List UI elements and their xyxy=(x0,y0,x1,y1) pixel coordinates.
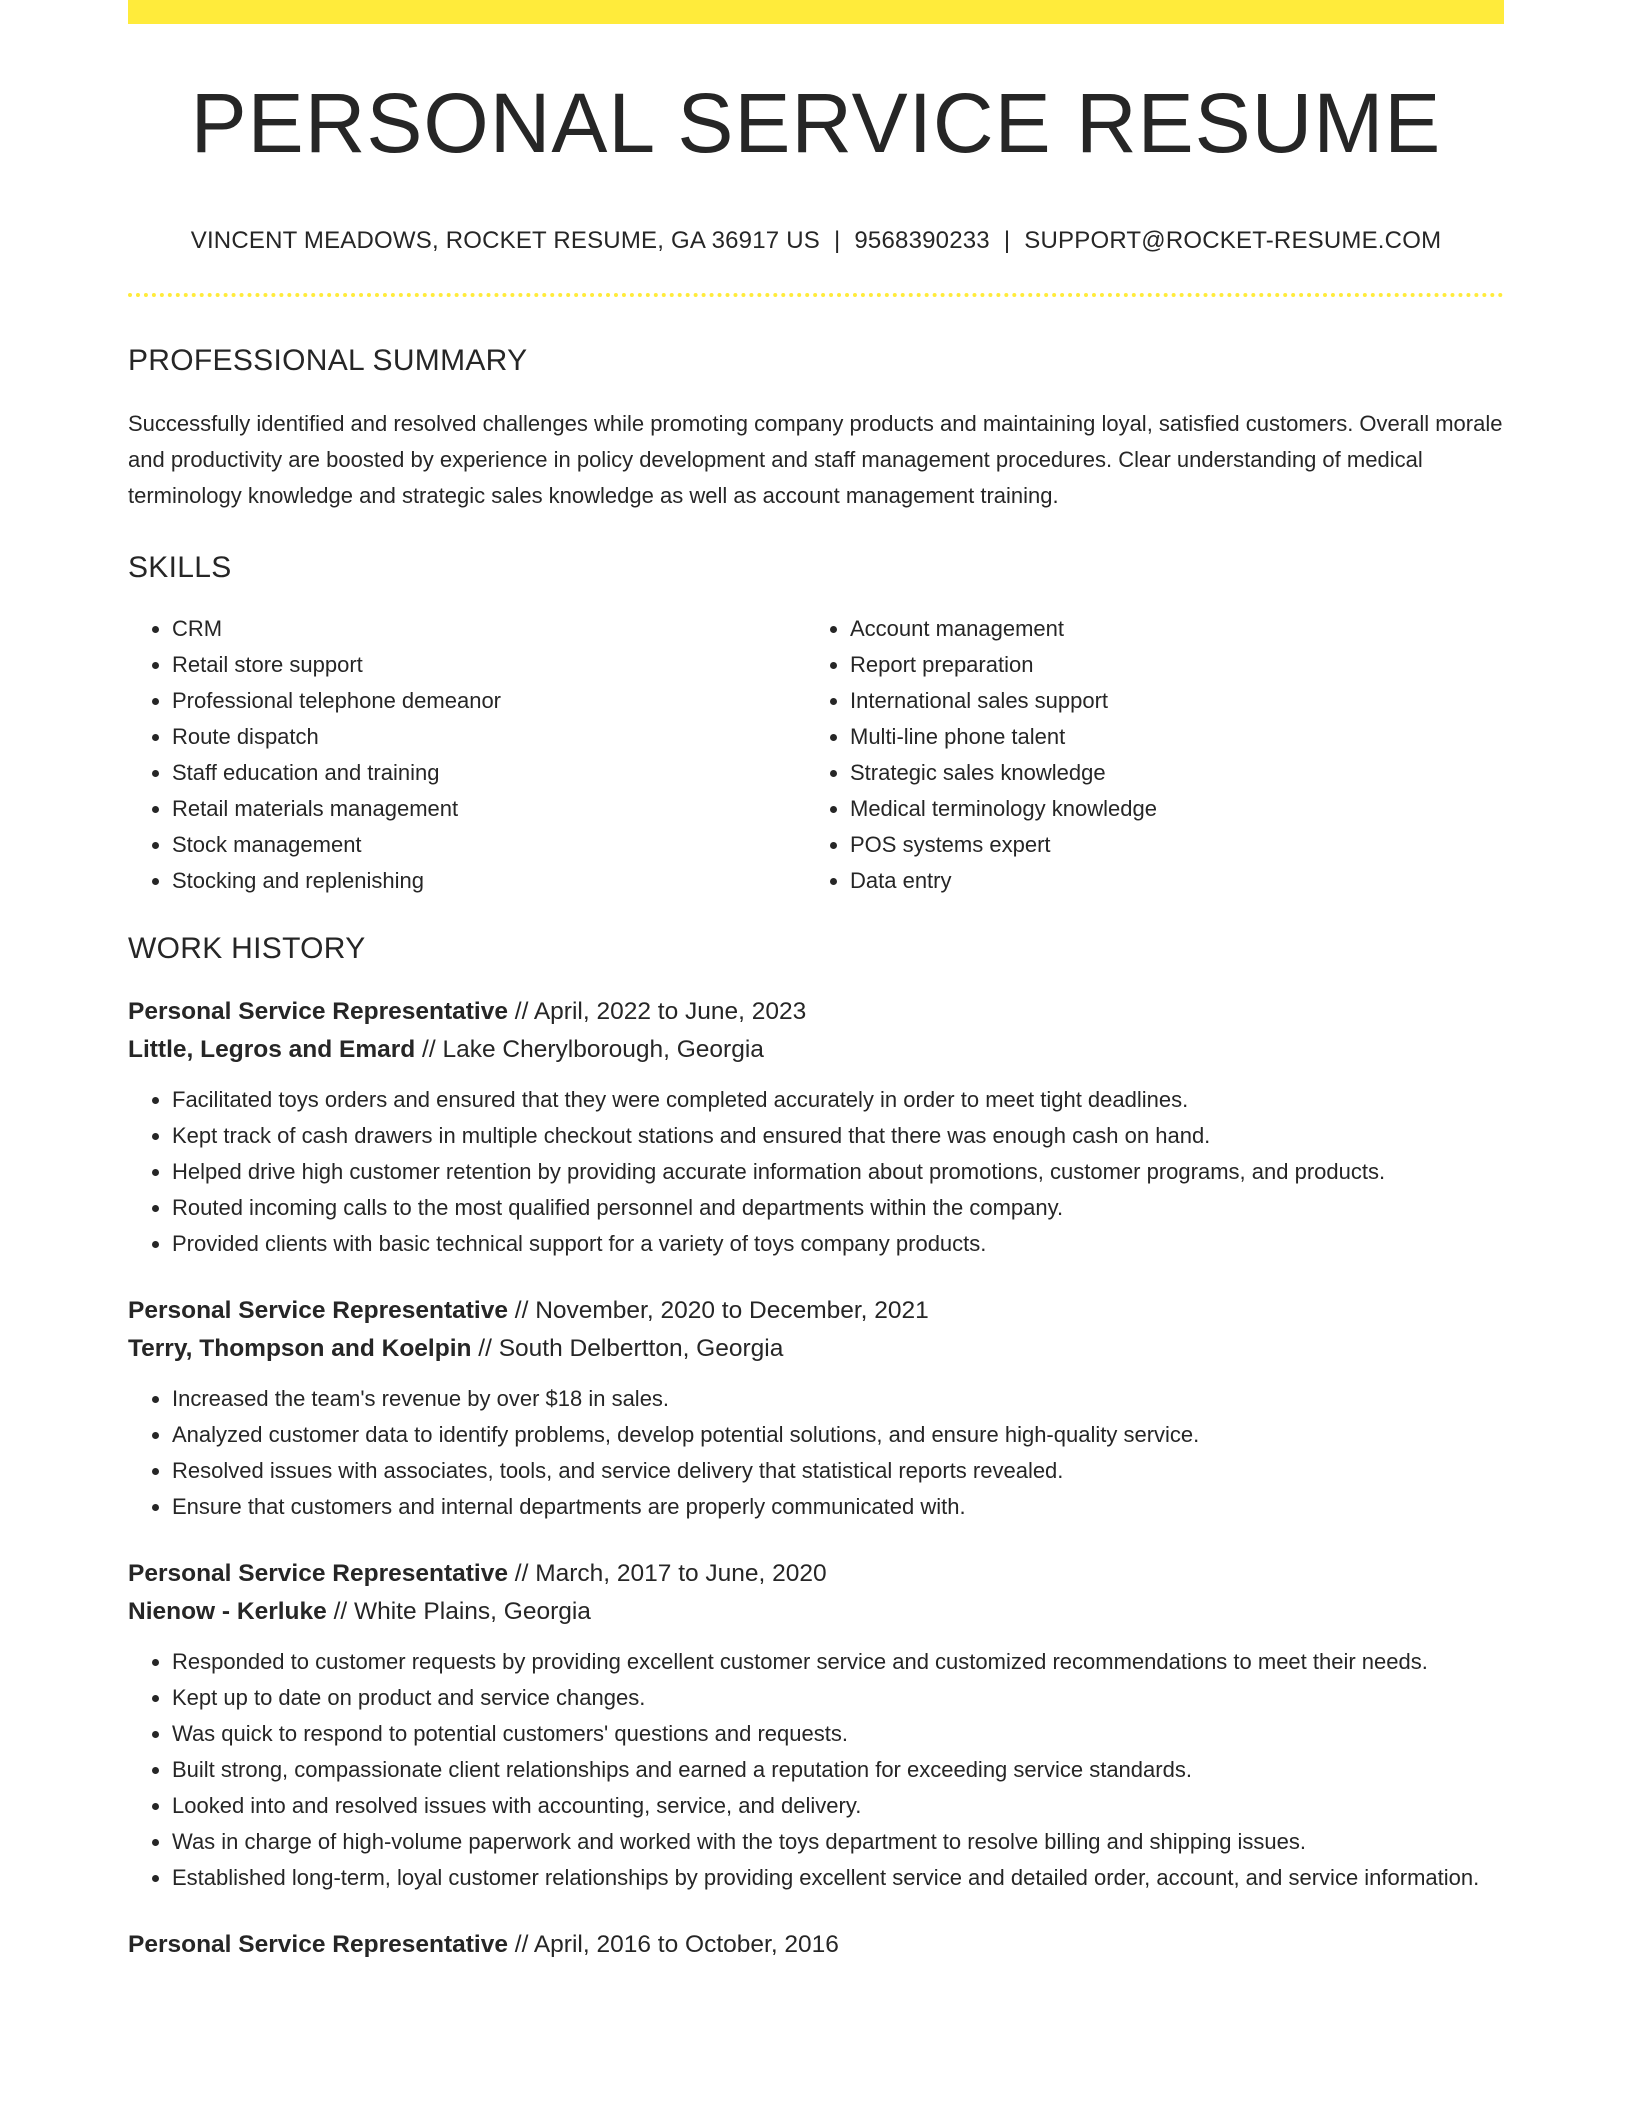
job-location: // South Delbertton, Georgia xyxy=(471,1334,784,1362)
skills-left-list xyxy=(128,611,806,899)
skill-item: • Account management xyxy=(850,611,1484,647)
job-dates: // November, 2020 to December, 2021 xyxy=(507,1296,929,1324)
skills-right-list xyxy=(806,611,1484,899)
job-bullet: • Facilitated toys orders and ensured that they were completed accurately in order to meet tight deadlines. xyxy=(172,1082,1504,1118)
skill-item: • Staff education and training xyxy=(172,755,806,791)
dotted-divider xyxy=(128,293,1504,297)
skill-item: • Route dispatch xyxy=(172,719,806,755)
job-entry xyxy=(128,1926,1504,1964)
contact-email: SUPPORT@ROCKET-RESUME.COM xyxy=(1024,227,1442,254)
work-history-heading: WORK HISTORY xyxy=(128,931,366,965)
resume-title: PERSONAL SERVICE RESUME xyxy=(190,76,1442,170)
job-title: Personal Service Representative xyxy=(128,997,508,1025)
job-company-line xyxy=(128,1593,1504,1631)
summary-heading: PROFESSIONAL SUMMARY xyxy=(128,343,528,377)
resume-page xyxy=(128,0,1504,1964)
job-entry xyxy=(128,1555,1504,1896)
job-entry xyxy=(128,1292,1504,1525)
skill-item: • CRM xyxy=(172,611,806,647)
job-company-line xyxy=(128,1330,1504,1368)
job-title: Personal Service Representative xyxy=(128,1930,508,1958)
job-bullet: • Established long-term, loyal customer relationships by providing excellent service and detailed order, account, and service information. xyxy=(172,1860,1504,1896)
job-bullet: • Kept up to date on product and service changes. xyxy=(172,1680,1504,1716)
job-dates: // April, 2022 to June, 2023 xyxy=(507,997,807,1025)
skill-item: • Stocking and replenishing xyxy=(172,863,806,899)
job-title-line xyxy=(128,1292,1504,1330)
skill-item: • Strategic sales knowledge xyxy=(850,755,1484,791)
job-bullets xyxy=(128,1381,1504,1525)
skill-item: • Professional telephone demeanor xyxy=(172,683,806,719)
job-bullet: • Ensure that customers and internal departments are properly communicated with. xyxy=(172,1489,1504,1525)
job-bullet: • Helped drive high customer retention by providing accurate information about promotions, customer programs, and products. xyxy=(172,1154,1504,1190)
job-entry xyxy=(128,993,1504,1262)
job-bullet: • Analyzed customer data to identify problems, develop potential solutions, and ensure high-quality service. xyxy=(172,1417,1504,1453)
job-dates: // March, 2017 to June, 2020 xyxy=(507,1559,827,1587)
contact-address: VINCENT MEADOWS, ROCKET RESUME, GA 36917 US xyxy=(190,227,820,254)
job-bullets xyxy=(128,1082,1504,1262)
job-bullet: • Responded to customer requests by providing excellent customer service and customized recommendations to meet their needs. xyxy=(172,1644,1504,1680)
skill-item: • International sales support xyxy=(850,683,1484,719)
contact-phone: 9568390233 xyxy=(854,227,990,254)
skill-item: • Stock management xyxy=(172,827,806,863)
job-bullet: • Looked into and resolved issues with accounting, service, and delivery. xyxy=(172,1788,1504,1824)
skill-item: • Report preparation xyxy=(850,647,1484,683)
job-bullets xyxy=(128,1644,1504,1896)
skills-heading: SKILLS xyxy=(128,550,232,584)
job-company: Terry, Thompson and Koelpin xyxy=(128,1334,472,1362)
skill-item: • Data entry xyxy=(850,863,1484,899)
skill-item: • Retail materials management xyxy=(172,791,806,827)
skill-item: • POS systems expert xyxy=(850,827,1484,863)
summary-text: Successfully identified and resolved challenges while promoting company products and maintaining loyal, satisfied customers. Overall morale and productivity are boosted by experience in policy development and staff management procedures. Clear understanding of medical terminology knowledge and strategic sales knowledge as well as account management training. xyxy=(128,410,1503,508)
job-bullet: • Increased the team's revenue by over $18 in sales. xyxy=(172,1381,1504,1417)
skill-item: • Retail store support xyxy=(172,647,806,683)
job-title: Personal Service Representative xyxy=(128,1296,508,1324)
job-location: // Lake Cherylborough, Georgia xyxy=(415,1035,764,1063)
job-title: Personal Service Representative xyxy=(128,1559,508,1587)
job-company: Little, Legros and Emard xyxy=(128,1035,416,1063)
job-title-line xyxy=(128,1555,1504,1593)
skill-item: • Multi-line phone talent xyxy=(850,719,1484,755)
skills-columns xyxy=(128,611,1504,899)
contact-separator: | xyxy=(833,227,841,254)
job-company-line xyxy=(128,1031,1504,1069)
job-bullet: • Provided clients with basic technical support for a variety of toys company products. xyxy=(172,1226,1504,1262)
accent-top-bar xyxy=(128,0,1504,24)
skill-item: • Medical terminology knowledge xyxy=(850,791,1484,827)
job-bullet: • Kept track of cash drawers in multiple checkout stations and ensured that there was enough cash on hand. xyxy=(172,1118,1504,1154)
job-title-line xyxy=(128,993,1504,1031)
job-bullet: • Routed incoming calls to the most qualified personnel and departments within the company. xyxy=(172,1190,1504,1226)
job-bullet: • Built strong, compassionate client relationships and earned a reputation for exceeding service standards. xyxy=(172,1752,1504,1788)
job-dates: // April, 2016 to October, 2016 xyxy=(507,1930,839,1958)
job-bullet: • Was quick to respond to potential customers' questions and requests. xyxy=(172,1716,1504,1752)
contact-line xyxy=(128,227,1504,256)
job-title-line xyxy=(128,1926,1504,1964)
job-bullet: • Resolved issues with associates, tools, and service delivery that statistical reports revealed. xyxy=(172,1453,1504,1489)
job-location: // White Plains, Georgia xyxy=(326,1597,591,1625)
job-bullet: • Was in charge of high-volume paperwork and worked with the toys department to resolve billing and shipping issues. xyxy=(172,1824,1504,1860)
job-company: Nienow - Kerluke xyxy=(128,1597,327,1625)
contact-separator: | xyxy=(1003,227,1011,254)
